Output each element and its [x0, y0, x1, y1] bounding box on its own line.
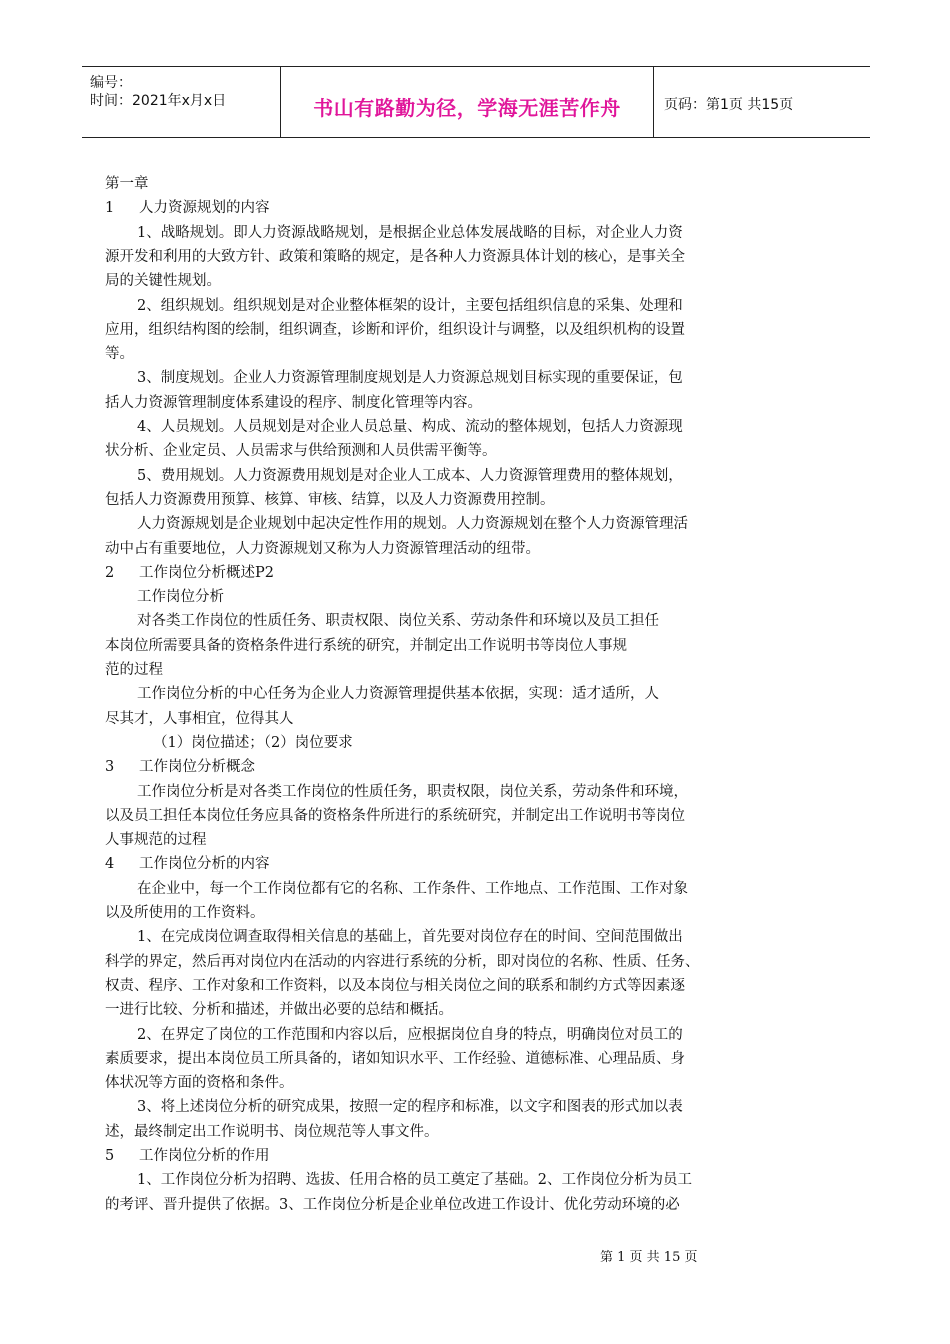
page-footer: 第 1 页 共 15 页	[600, 1250, 698, 1265]
code-label: 编号：	[90, 75, 132, 91]
page-info: 页码：第1页 共15页	[664, 97, 794, 113]
chapter-title: 第一章	[105, 176, 149, 192]
text-line: 工作岗位分析	[137, 589, 224, 605]
text-line: 动中占有重要地位，人力资源规划又称为人力资源管理活动的纽带。	[105, 541, 540, 557]
text-line: 1、战略规划。即人力资源战略规划，是根据企业总体发展战略的目标，对企业人力资	[137, 225, 683, 241]
section-heading	[105, 196, 270, 220]
text-line: 5、费用规划。人力资源费用规划是对企业人工成本、人力资源管理费用的整体规划，	[137, 468, 683, 484]
text-line: 1、在完成岗位调查取得相关信息的基础上，首先要对岗位存在的时间、空间范围做出	[137, 929, 683, 945]
text-line: 以及员工担任本岗位任务应具备的资格条件所进行的系统研究，并制定出工作说明书等岗位	[105, 808, 685, 824]
text-line: 范的过程	[105, 662, 163, 678]
text-line: 在企业中，每一个工作岗位都有它的名称、工作条件、工作地点、工作范围、工作对象	[137, 881, 688, 897]
text-line: 工作岗位分析的中心任务为企业人力资源管理提供基本依据，实现：适才适所，人	[137, 686, 659, 702]
text-line: 一进行比较、分析和描述，并做出必要的总结和概括。	[105, 1002, 453, 1018]
section-title: 工作岗位分析概述P2	[139, 565, 274, 581]
header-meta-cell	[82, 67, 281, 137]
text-line: 以及所使用的工作资料。	[105, 905, 265, 921]
text-line: 状分析、企业定员、人员需求与供给预测和人员供需平衡等。	[105, 443, 497, 459]
section-heading	[105, 561, 274, 585]
text-line: 3、将上述岗位分析的研究成果，按照一定的程序和标准，以文字和图表的形式加以表	[137, 1099, 683, 1115]
section-number: 1	[105, 200, 115, 216]
text-line: 3、制度规划。企业人力资源管理制度规划是人力资源总规划目标实现的重要保证，包	[137, 370, 683, 386]
text-line: 尽其才，人事相宜，位得其人	[105, 711, 294, 727]
text-line: 等。	[105, 346, 134, 362]
section-heading	[105, 755, 255, 779]
date-line: 时间：2021年x月x日	[90, 93, 227, 109]
header-motto-cell	[281, 67, 654, 137]
text-line: 人事规范的过程	[105, 832, 207, 848]
text-line: 源开发和利用的大致方针、政策和策略的规定，是各种人力资源具体计划的核心，是事关全	[105, 249, 685, 265]
section-title: 人力资源规划的内容	[139, 200, 270, 216]
text-line: 应用，组织结构图的绘制，组织调查，诊断和评价，组织设计与调整，以及组织机构的设置	[105, 322, 685, 338]
text-line: 1、工作岗位分析为招聘、选拔、任用合格的员工奠定了基础。2、工作岗位分析为员工	[137, 1172, 692, 1188]
section-number: 2	[105, 565, 115, 581]
section-title: 工作岗位分析的内容	[139, 856, 270, 872]
text-line: 权责、程序、工作对象和工作资料，以及本岗位与相关岗位之间的联系和制约方式等因素逐	[105, 978, 685, 994]
section-number: 4	[105, 856, 115, 872]
text-line: 局的关键性规划。	[105, 273, 221, 289]
text-line: （1）岗位描述；（2）岗位要求	[153, 735, 353, 751]
text-line: 素质要求，提出本岗位员工所具备的，诸如知识水平、工作经验、道德标准、心理品质、身	[105, 1051, 685, 1067]
text-line: 对各类工作岗位的性质任务、职责权限、岗位关系、劳动条件和环境以及员工担任	[137, 613, 659, 629]
header-page-cell	[654, 67, 870, 137]
document-header	[82, 66, 870, 138]
section-number: 5	[105, 1148, 115, 1164]
text-line: 述，最终制定出工作说明书、岗位规范等人事文件。	[105, 1124, 439, 1140]
motto: 书山有路勤为径，学海无涯苦作舟	[313, 96, 621, 120]
text-line: 的考评、晋升提供了依据。3、工作岗位分析是企业单位改进工作设计、优化劳动环境的必	[105, 1197, 680, 1213]
text-line: 工作岗位分析是对各类工作岗位的性质任务，职责权限，岗位关系，劳动条件和环境，	[137, 784, 688, 800]
section-heading	[105, 852, 270, 876]
section-heading	[105, 1144, 270, 1168]
text-line: 包括人力资源费用预算、核算、审核、结算，以及人力资源费用控制。	[105, 492, 555, 508]
text-line: 人力资源规划是企业规划中起决定性作用的规划。人力资源规划在整个人力资源管理活	[137, 516, 688, 532]
section-number: 3	[105, 759, 115, 775]
text-line: 科学的界定，然后再对岗位内在活动的内容进行系统的分析，即对岗位的名称、性质、任务、	[105, 954, 700, 970]
section-title: 工作岗位分析概念	[139, 759, 255, 775]
text-line: 本岗位所需要具备的资格条件进行系统的研究，并制定出工作说明书等岗位人事规	[105, 638, 627, 654]
text-line: 体状况等方面的资格和条件。	[105, 1075, 294, 1091]
text-line: 2、在界定了岗位的工作范围和内容以后，应根据岗位自身的特点，明确岗位对员工的	[137, 1027, 683, 1043]
text-line: 括人力资源管理制度体系建设的程序、制度化管理等内容。	[105, 395, 482, 411]
section-title: 工作岗位分析的作用	[139, 1148, 270, 1164]
text-line: 4、人员规划。人员规划是对企业人员总量、构成、流动的整体规划，包括人力资源现	[137, 419, 683, 435]
text-line: 2、组织规划。组织规划是对企业整体框架的设计，主要包括组织信息的采集、处理和	[137, 298, 683, 314]
